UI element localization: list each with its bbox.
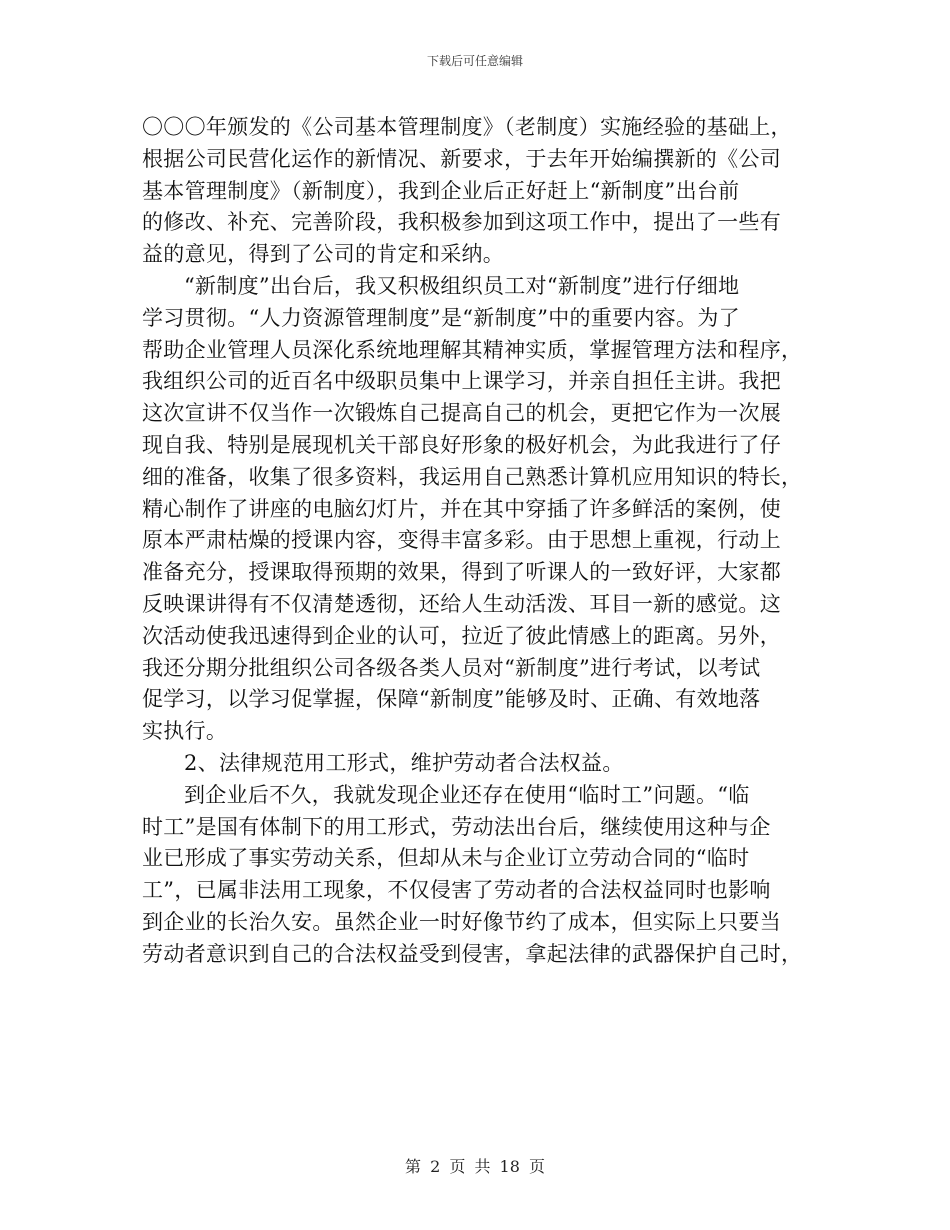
text-line: 准备充分，授课取得预期的效果，得到了听课人的一致好评，大家都 [142, 560, 781, 585]
text-line: 业已形成了事实劳动关系，但却从未与企业订立劳动合同的“临时 [142, 846, 750, 871]
text-line: 反映课讲得有不仅清楚透彻，还给人生动活泼、耳目一新的感觉。这 [142, 591, 781, 616]
text-line: 这次宣讲不仅当作一次锻炼自己提高自己的机会，更把它作为一次展 [142, 401, 781, 426]
text-line: 到企业的长治久安。虽然企业一时好像节约了成本，但实际上只要当 [142, 909, 781, 934]
text-line: 促学习，以学习促掌握，保障“新制度”能够及时、正确、有效地落 [142, 687, 761, 712]
section-heading [142, 748, 804, 780]
text-line: 时工”是国有体制下的用工形式，劳动法出台后，继续使用这种与企 [142, 814, 771, 839]
text-line: 原本严肃枯燥的授课内容，变得丰富多彩。由于思想上重视，行动上 [142, 528, 781, 553]
document-body [142, 112, 804, 971]
text-line: 基本管理制度》（新制度），我到企业后正好赶上“新制度”出台前 [142, 178, 740, 203]
text-line: 现自我、特别是展现机关干部良好形象的极好机会，为此我进行了仔 [142, 432, 781, 457]
text-line: 学习贯彻。“人力资源管理制度”是“新制度”中的重要内容。为了 [142, 305, 740, 330]
text-line: 的修改、补充、完善阶段，我积极参加到这项工作中，提出了一些有 [142, 210, 781, 235]
text-line: 帮助企业管理人员深化系统地理解其精神实质，掌握管理方法和程序， [142, 337, 803, 362]
text-line: 益的意见，得到了公司的肯定和采纳。 [142, 242, 505, 267]
text-line: 细的准备，收集了很多资料，我运用自己熟悉计算机应用知识的特长， [142, 464, 803, 489]
page-footer [0, 1154, 950, 1177]
text-line: 我组织公司的近百名中级职员集中上课学习，并亲自担任主讲。我把 [142, 369, 781, 394]
text-line: 劳动者意识到自己的合法权益受到侵害，拿起法律的武器保护自己时， [142, 941, 803, 966]
text-line: 〇〇〇年颁发的《公司基本管理制度》（老制度）实施经验的基础上， [142, 115, 792, 139]
text-line: 根据公司民营化运作的新情况、新要求，于去年开始编撰新的《公司 [142, 146, 781, 171]
text-line: “新制度”出台后，我又积极组织员工对“新制度”进行仔细地 [184, 273, 740, 298]
text-line: 次活动使我迅速得到企业的认可，拉近了彼此情感上的距离。另外， [142, 623, 781, 648]
text-line: 到企业后不久，我就发现企业还存在使用“临时工”问题。“临 [184, 782, 750, 807]
text-line: 2、法律规范用工形式，维护劳动者合法权益。 [184, 750, 624, 775]
paragraph [142, 112, 804, 271]
page-header [0, 52, 950, 69]
text-line: 实执行。 [142, 719, 228, 744]
header-note: 下载后可任意编辑 [426, 54, 523, 68]
text-line: 我还分期分批组织公司各级各类人员对“新制度”进行考试，以考试 [142, 655, 761, 680]
paragraph [142, 271, 804, 748]
text-line: 精心制作了讲座的电脑幻灯片，并在其中穿插了许多鲜活的案例，使 [142, 496, 781, 521]
paragraph [142, 780, 804, 971]
page-number: 第 2 页 共 18 页 [405, 1157, 545, 1176]
text-line: 工”，已属非法用工现象，不仅侵害了劳动者的合法权益同时也影响 [142, 878, 771, 903]
